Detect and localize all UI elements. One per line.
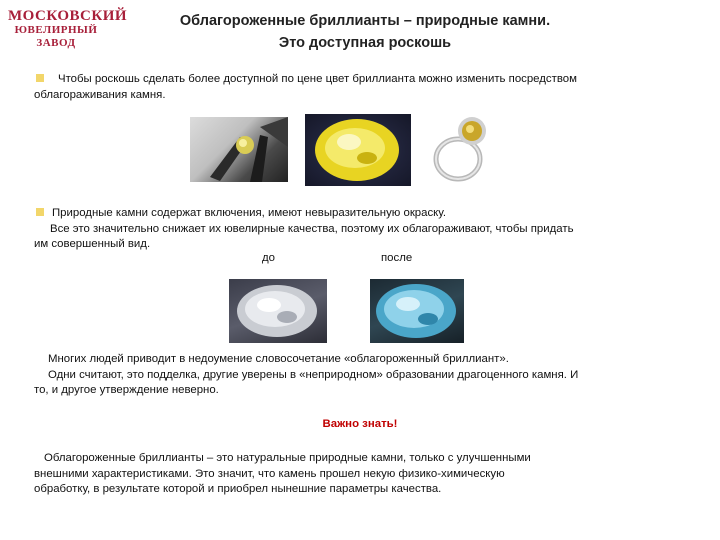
para2-line-2: Все это значительно снижает их ювелирные качества, поэтому их облагораживают, чтобы придать	[50, 222, 574, 235]
para4-line-1: Облагороженные бриллианты – это натуральные природные камни, только с улучшенными	[44, 452, 531, 464]
page-title	[110, 10, 620, 54]
bullet-icon	[36, 208, 44, 216]
para1-line-2: облагораживания камня.	[34, 88, 166, 101]
tweezers-diamond-image	[190, 117, 288, 182]
company-logo	[8, 8, 128, 56]
bullet-icon	[36, 74, 44, 82]
para3-line-3: то, и другое утверждение неверно.	[34, 384, 219, 396]
para2-line-3: им совершенный вид.	[34, 238, 151, 250]
yellow-gem-photo	[305, 114, 411, 186]
label-after: после	[381, 252, 413, 264]
tweezers-diamond-photo	[190, 117, 288, 182]
para3-line-2: Одни считают, это подделка, другие уверены в «неприродном» образовании драгоценного камня. И	[48, 368, 579, 381]
para1-line-1: Чтобы роскошь сделать более доступной по цене цвет бриллианта можно изменить посредством	[58, 73, 577, 85]
paragraph-2	[36, 206, 686, 253]
ring-photo	[428, 113, 496, 185]
paragraph-1	[36, 72, 686, 103]
gem-before-image	[229, 279, 327, 343]
para4-line-2: внешними характеристиками. Это значит, что камень прошел некую физико-химическую	[34, 467, 505, 480]
ring-image	[428, 113, 496, 185]
logo-line-1: МОСКОВСКИЙ	[8, 8, 128, 24]
paragraph-4	[36, 451, 696, 498]
important-heading: Важно знать!	[322, 418, 398, 430]
yellow-gem-image	[305, 114, 411, 186]
title-line-2: Это доступная роскошь	[278, 35, 452, 51]
gem-after-image	[370, 279, 464, 343]
gem-before-photo	[229, 279, 327, 343]
gem-after-photo	[370, 279, 464, 343]
para4-line-3: обработку, в результате которой и приобрел нынешние параметры качества.	[34, 483, 442, 495]
para2-line-1: Природные камни содержат включения, имеют невыразительную окраску.	[52, 207, 447, 219]
label-before: до	[262, 252, 275, 264]
title-line-1: Облагороженные бриллианты – природные камни.	[179, 13, 551, 29]
para3-line-1: Многих людей приводит в недоумение словосочетание «облагороженный бриллиант».	[48, 353, 509, 365]
logo-line-2: ЮВЕЛИРНЫЙ ЗАВОД	[14, 24, 98, 49]
paragraph-3	[36, 352, 696, 399]
